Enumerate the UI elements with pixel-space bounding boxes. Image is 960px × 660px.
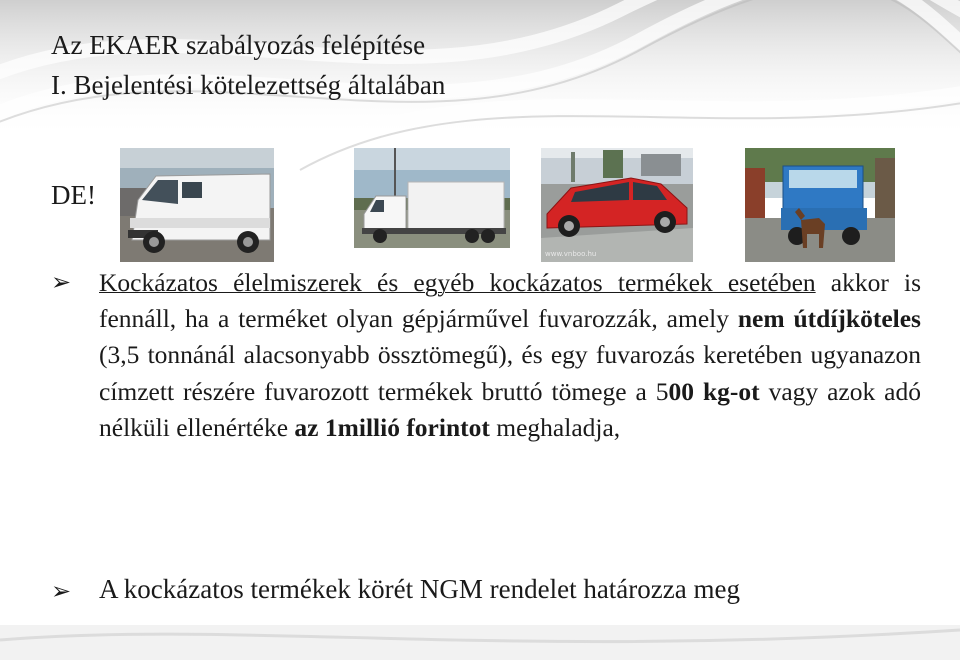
bullet-paragraph-2: A kockázatos termékek körét NGM rendelet határozza meg [99,574,740,604]
bullet-1-text-a: akkor is fennáll, ha a terméket olyan gépjárművel fuvarozzák, amely [99,268,921,334]
bullet-1-bold-a: nem útdíjköteles [737,304,921,334]
bullet-arrow-icon: ➢ [51,577,72,605]
bullet-1-text-d: meghaladja, [489,412,621,442]
photo-white-van [120,148,274,262]
photo-red-car [541,148,693,262]
photo-watermark: www.vnboo.hu [545,250,597,258]
bullet-paragraph-1 [99,265,921,446]
photo-blue-truck-horse [745,148,895,262]
de-label: DE! [51,180,96,210]
bullet-1-text-b: (3,5 tonnánál alacsonyabb össztömegű), és egy fuvarozás keretében ugyanazon címzett részére fuvarozott termékek bruttó tömege a 5 [99,340,921,406]
bullet-1-underlined: Kockázatos élelmiszerek és egyéb kockázatos termékek esetében [99,268,816,297]
photo-box-truck [354,148,510,248]
bullet-1-text-c: vagy azok adó nélküli ellenértéke [99,376,921,442]
bullet-1-bold-c: az 1millió forintot [294,412,490,442]
slide-subtitle: I. Bejelentési kötelezettség általában [51,70,446,100]
slide-title: Az EKAER szabályozás felépítése [51,30,426,60]
bullet-1-bold-b: 00 kg-ot [668,376,760,406]
bullet-arrow-icon: ➢ [51,268,72,296]
